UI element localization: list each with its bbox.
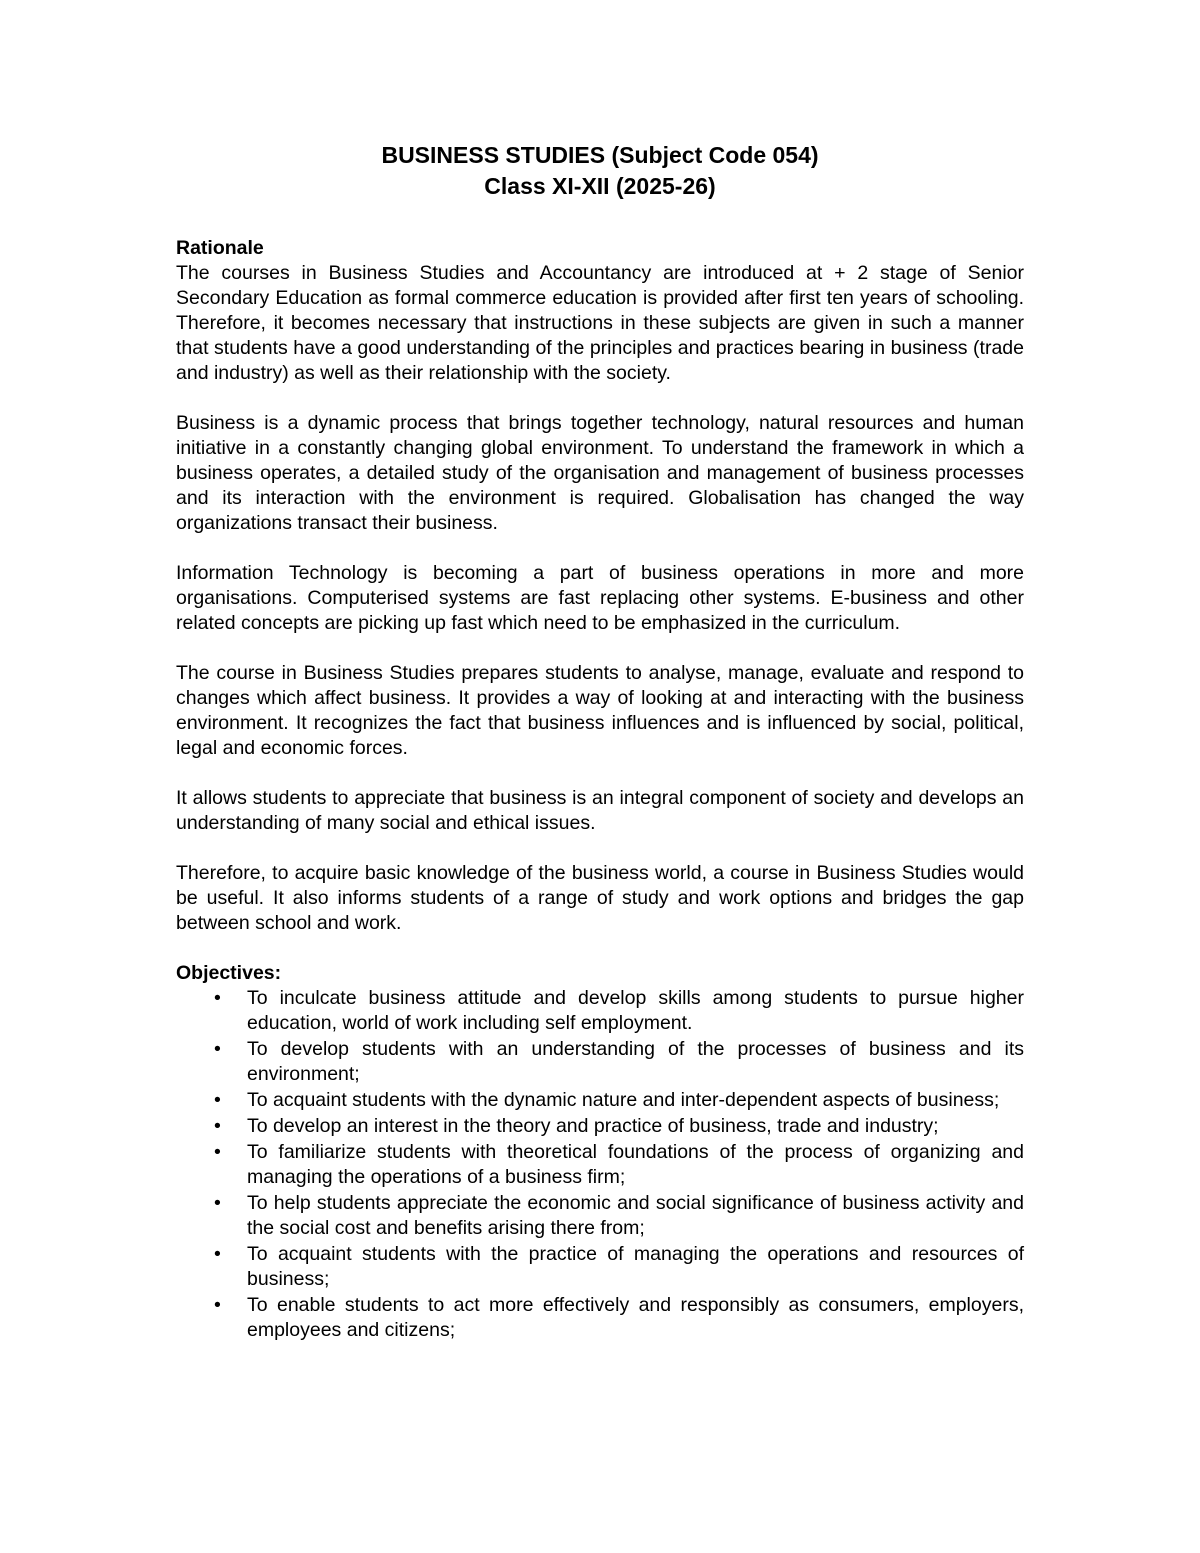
objective-text: To familiarize students with theoretical foundations of the process of organizing and managing the operations of a business firm;	[247, 1141, 1024, 1188]
bullet-icon: •	[214, 1038, 221, 1060]
objective-text: To develop students with an understanding of the processes of business and its environment;	[247, 1038, 1024, 1085]
title-line-subject: BUSINESS STUDIES (Subject Code 054)	[381, 142, 819, 168]
objective-text: To help students appreciate the economic and social significance of business activity and the social cost and benefits arising there from;	[247, 1192, 1024, 1239]
objective-item	[176, 1088, 1024, 1113]
title-line-class: Class XI-XII (2025-26)	[484, 173, 716, 199]
objective-item	[176, 1242, 1024, 1292]
objective-item	[176, 1037, 1024, 1087]
objective-text: To develop an interest in the theory and practice of business, trade and industry;	[247, 1115, 939, 1137]
objective-item	[176, 1293, 1024, 1343]
bullet-icon: •	[214, 1115, 221, 1137]
rationale-paragraph: The courses in Business Studies and Accountancy are introduced at + 2 stage of Senior Secondary Education as formal commerce education is provided after first ten years of schooling. Therefore, it becomes necessary that instructions in these subjects are given in such a manner that students have a good understanding of the principles and practices bearing in business (trade and industry) as well as their relationship with the society.	[176, 262, 1024, 384]
objective-item	[176, 986, 1024, 1036]
objective-text: To acquaint students with the dynamic nature and inter-dependent aspects of business;	[247, 1089, 1000, 1111]
bullet-icon: •	[214, 1294, 221, 1316]
document-title	[176, 140, 1024, 202]
objective-item	[176, 1140, 1024, 1190]
objectives-heading: Objectives:	[176, 962, 282, 984]
bullet-icon: •	[214, 987, 221, 1009]
rationale-paragraph: Business is a dynamic process that brings together technology, natural resources and human initiative in a constantly changing global environment. To understand the framework in which a business operates, a detailed study of the organisation and management of business processes and its interaction with the environment is required. Globalisation has changed the way organizations transact their business.	[176, 412, 1024, 534]
bullet-icon: •	[214, 1141, 221, 1163]
objective-text: To inculcate business attitude and develop skills among students to pursue higher education, world of work including self employment.	[247, 987, 1024, 1034]
objective-item	[176, 1114, 1024, 1139]
rationale-paragraph: Information Technology is becoming a part of business operations in more and more organisations. Computerised systems are fast replacing other systems. E-business and other related concepts are picking up fast which need to be emphasized in the curriculum.	[176, 562, 1024, 634]
rationale-heading: Rationale	[176, 237, 264, 259]
objective-item	[176, 1191, 1024, 1241]
bullet-icon: •	[214, 1089, 221, 1111]
objectives-list	[176, 986, 1024, 1343]
rationale-paragraph: The course in Business Studies prepares students to analyse, manage, evaluate and respond to changes which affect business. It provides a way of looking at and interacting with the business environment. It recognizes the fact that business influences and is influenced by social, political, legal and economic forces.	[176, 662, 1024, 759]
objective-text: To acquaint students with the practice of managing the operations and resources of business;	[247, 1243, 1024, 1290]
objective-text: To enable students to act more effectively and responsibly as consumers, employers, employees and citizens;	[247, 1294, 1024, 1341]
bullet-icon: •	[214, 1243, 221, 1265]
rationale-paragraph: Therefore, to acquire basic knowledge of the business world, a course in Business Studies would be useful. It also informs students of a range of study and work options and bridges the gap between school and work.	[176, 862, 1024, 934]
rationale-paragraph: It allows students to appreciate that business is an integral component of society and develops an understanding of many social and ethical issues.	[176, 787, 1024, 834]
bullet-icon: •	[214, 1192, 221, 1214]
document-page	[176, 140, 1024, 1344]
